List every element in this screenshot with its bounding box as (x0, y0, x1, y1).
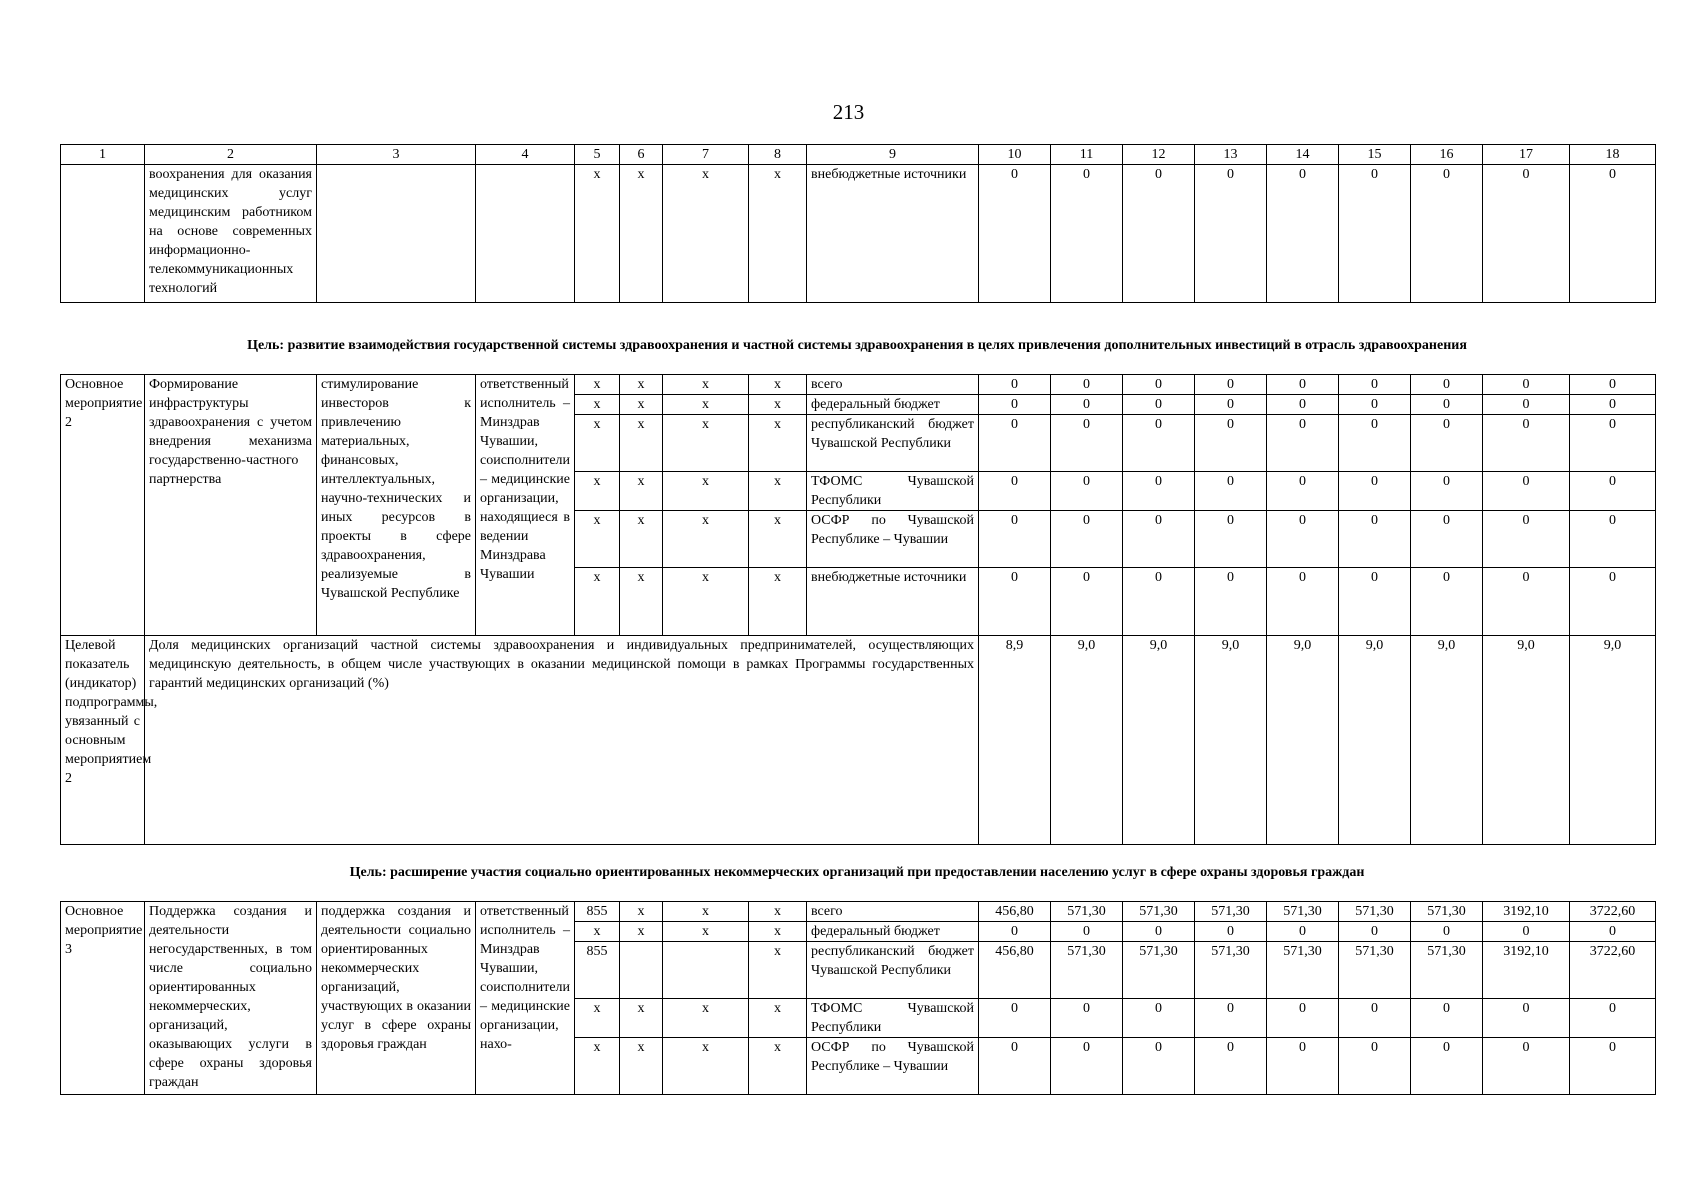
year-value-cell: 0 (1195, 922, 1267, 942)
budget-code-cell: х (620, 415, 663, 472)
budget-code-cell: х (749, 902, 807, 922)
year-value-cell: 0 (1483, 472, 1570, 511)
year-value-cell: 0 (1339, 395, 1411, 415)
funding-source-cell: внебюджетные источники (807, 568, 979, 636)
year-value-cell: 3722,60 (1570, 902, 1656, 922)
budget-code-cell (620, 942, 663, 999)
year-value-cell: 0 (1267, 472, 1339, 511)
year-value-cell: 571,30 (1123, 942, 1195, 999)
budget-code-cell: х (620, 165, 663, 303)
year-value-cell: 0 (1411, 375, 1483, 395)
year-value-cell: 9,0 (1411, 636, 1483, 845)
year-value-cell: 0 (1051, 395, 1123, 415)
year-value-cell: 0 (1411, 415, 1483, 472)
year-value-cell: 571,30 (1195, 902, 1267, 922)
page-number: 213 (832, 100, 865, 124)
year-value-cell: 0 (1267, 395, 1339, 415)
year-value-cell: 0 (1123, 1038, 1195, 1095)
column-number: 8 (749, 145, 807, 165)
event-goal-cell: поддержка создания и деятельности социально ориентированных некоммерческих организаций, участвующих в оказании услуг в сфере охраны здоровья граждан (317, 902, 476, 1095)
year-value-cell: 571,30 (1123, 902, 1195, 922)
year-value-cell: 0 (979, 375, 1051, 395)
event-label-cell: Основное мероприятие 3 (61, 902, 145, 1095)
budget-code-cell: х (575, 511, 620, 568)
year-value-cell: 571,30 (1339, 942, 1411, 999)
year-value-cell: 571,30 (1411, 942, 1483, 999)
budget-code-cell: х (575, 472, 620, 511)
budget-code-cell (663, 942, 749, 999)
budget-code-cell: х (749, 415, 807, 472)
year-value-cell: 0 (1051, 1038, 1123, 1095)
column-number: 4 (476, 145, 575, 165)
year-value-cell: 0 (1195, 1038, 1267, 1095)
budget-code-cell: х (620, 511, 663, 568)
event-name-cell: Поддержка создания и деятельности негосударственных, в том числе социально ориентированных некоммерческих, организаций, оказывающих услуги в сфере охраны здоровья граждан (145, 902, 317, 1095)
year-value-cell: 0 (979, 395, 1051, 415)
funding-source-cell: ТФОМС Чувашской Республики (807, 472, 979, 511)
year-value-cell: 0 (1123, 511, 1195, 568)
year-value-cell: 456,80 (979, 942, 1051, 999)
year-value-cell: 0 (1267, 165, 1339, 303)
year-value-cell: 0 (1195, 511, 1267, 568)
year-value-cell: 0 (1483, 999, 1570, 1038)
year-value-cell: 3722,60 (1570, 942, 1656, 999)
year-value-cell: 9,0 (1483, 636, 1570, 845)
year-value-cell: 0 (1123, 999, 1195, 1038)
budget-code-cell: х (575, 395, 620, 415)
executor-cell: ответственный исполнитель – Минздрав Чувашии, соисполнители – медицинские организации, нахо- (476, 902, 575, 1095)
year-value-cell: 0 (1195, 568, 1267, 636)
year-value-cell: 0 (1267, 415, 1339, 472)
event-name-cell: Формирование инфраструктуры здравоохранения с учетом внедрения механизма государственно-частного партнерства (145, 375, 317, 636)
year-value-cell: 0 (1123, 395, 1195, 415)
column-number: 2 (145, 145, 317, 165)
budget-code-cell: х (749, 511, 807, 568)
year-value-cell: 0 (1051, 922, 1123, 942)
column-number: 5 (575, 145, 620, 165)
budget-code-cell: х (620, 472, 663, 511)
funding-source-cell: ОСФР по Чувашской Республике – Чувашии (807, 1038, 979, 1095)
table-row (61, 375, 1656, 395)
year-value-cell: 0 (1267, 568, 1339, 636)
year-value-cell: 571,30 (1051, 942, 1123, 999)
budget-code-cell: х (663, 511, 749, 568)
year-value-cell: 0 (1123, 472, 1195, 511)
budget-code-cell: х (620, 922, 663, 942)
year-value-cell: 0 (1051, 511, 1123, 568)
table-row (61, 165, 1656, 303)
year-value-cell: 0 (1267, 922, 1339, 942)
year-value-cell: 0 (1570, 922, 1656, 942)
year-value-cell: 0 (1570, 568, 1656, 636)
budget-code-cell: х (749, 165, 807, 303)
event-goal-cell: стимулирование инвесторов к привлечению материальных, финансовых, интеллектуальных, научно-технических и иных ресурсов в проекты в сфере здравоохранения, реализуемые в Чувашской Республике (317, 375, 476, 636)
year-value-cell: 3192,10 (1483, 942, 1570, 999)
budget-code-cell: х (620, 1038, 663, 1095)
executor-cell: ответственный исполнитель – Минздрав Чувашии, соисполнители – медицинские организации, находящиеся в ведении Минздрава Чувашии (476, 375, 575, 636)
empty-cell (476, 165, 575, 303)
budget-code-cell: х (663, 375, 749, 395)
year-value-cell: 0 (1483, 568, 1570, 636)
budget-code-cell: х (749, 922, 807, 942)
budget-code-cell: х (620, 395, 663, 415)
funding-source-cell: внебюджетные источники (807, 165, 979, 303)
year-value-cell: 0 (979, 999, 1051, 1038)
year-value-cell: 0 (1339, 415, 1411, 472)
year-value-cell: 9,0 (1051, 636, 1123, 845)
year-value-cell: 9,0 (1267, 636, 1339, 845)
year-value-cell: 0 (979, 472, 1051, 511)
year-value-cell: 571,30 (1267, 902, 1339, 922)
year-value-cell: 0 (1411, 999, 1483, 1038)
year-value-cell: 0 (1570, 415, 1656, 472)
column-number: 3 (317, 145, 476, 165)
year-value-cell: 0 (1483, 375, 1570, 395)
year-value-cell: 0 (1339, 922, 1411, 942)
year-value-cell: 0 (979, 165, 1051, 303)
budget-code-cell: х (575, 568, 620, 636)
year-value-cell: 571,30 (1195, 942, 1267, 999)
funding-source-cell: республиканский бюджет Чувашской Республики (807, 942, 979, 999)
year-value-cell: 0 (1483, 922, 1570, 942)
budget-code-cell: х (575, 1038, 620, 1095)
budget-code-cell: х (663, 395, 749, 415)
year-value-cell: 0 (1123, 415, 1195, 472)
funding-source-cell: республиканский бюджет Чувашской Республики (807, 415, 979, 472)
column-number: 18 (1570, 145, 1656, 165)
year-value-cell: 0 (1570, 165, 1656, 303)
column-number: 6 (620, 145, 663, 165)
year-value-cell: 0 (979, 415, 1051, 472)
year-value-cell: 0 (1051, 568, 1123, 636)
year-value-cell: 0 (1195, 415, 1267, 472)
year-value-cell: 0 (1570, 375, 1656, 395)
indicator-row (61, 636, 1656, 845)
goal-heading-1: Цель: развитие взаимодействия государственной системы здравоохранения и частной системы здравоохранения в целях привлечения дополнительных инвестиций в отрасль здравоохранения (247, 338, 1467, 353)
funding-source-cell: федеральный бюджет (807, 922, 979, 942)
funding-source-cell: ТФОМС Чувашской Республики (807, 999, 979, 1038)
year-value-cell: 571,30 (1411, 902, 1483, 922)
budget-code-cell: х (663, 165, 749, 303)
budget-code-cell: 855 (575, 902, 620, 922)
year-value-cell: 0 (1570, 1038, 1656, 1095)
column-number: 17 (1483, 145, 1570, 165)
indicator-text-cell: Доля медицинских организаций частной системы здравоохранения и индивидуальных предпринимателей, осуществляющих медицинскую деятельность, в общем числе участвующих в оказании медицинской помощи в рамках Программы государственных гарантий медицинских организаций (%) (145, 636, 979, 845)
year-value-cell: 0 (979, 568, 1051, 636)
year-value-cell: 0 (1051, 999, 1123, 1038)
budget-code-cell: х (663, 999, 749, 1038)
funding-source-cell: федеральный бюджет (807, 395, 979, 415)
budget-code-cell: х (620, 375, 663, 395)
year-value-cell: 0 (1339, 472, 1411, 511)
column-number: 1 (61, 145, 145, 165)
budget-table-part-2 (60, 374, 1656, 845)
year-value-cell: 456,80 (979, 902, 1051, 922)
budget-code-cell: х (575, 922, 620, 942)
column-number-row (61, 145, 1656, 165)
year-value-cell: 0 (1123, 922, 1195, 942)
year-value-cell: 0 (1051, 472, 1123, 511)
budget-code-cell: х (749, 375, 807, 395)
year-value-cell: 571,30 (1051, 902, 1123, 922)
budget-code-cell: х (663, 902, 749, 922)
budget-code-cell: х (749, 999, 807, 1038)
year-value-cell: 571,30 (1339, 902, 1411, 922)
budget-code-cell: х (749, 942, 807, 999)
budget-table-part-3 (60, 901, 1656, 1095)
year-value-cell: 0 (1483, 1038, 1570, 1095)
year-value-cell: 0 (1411, 922, 1483, 942)
year-value-cell: 0 (1123, 375, 1195, 395)
year-value-cell: 0 (1411, 472, 1483, 511)
budget-code-cell: х (749, 472, 807, 511)
year-value-cell: 0 (1051, 415, 1123, 472)
year-value-cell: 0 (1267, 375, 1339, 395)
year-value-cell: 0 (1483, 415, 1570, 472)
column-number: 11 (1051, 145, 1123, 165)
year-value-cell: 0 (1267, 1038, 1339, 1095)
column-number: 13 (1195, 145, 1267, 165)
column-number: 16 (1411, 145, 1483, 165)
budget-code-cell: х (663, 1038, 749, 1095)
year-value-cell: 0 (1195, 375, 1267, 395)
year-value-cell: 0 (1483, 511, 1570, 568)
column-number: 7 (663, 145, 749, 165)
budget-code-cell: х (663, 568, 749, 636)
year-value-cell: 9,0 (1570, 636, 1656, 845)
year-value-cell: 0 (1267, 511, 1339, 568)
year-value-cell: 0 (1339, 568, 1411, 636)
year-value-cell: 0 (979, 511, 1051, 568)
budget-code-cell: х (749, 395, 807, 415)
funding-source-cell: всего (807, 375, 979, 395)
budget-table-part-1 (60, 144, 1656, 303)
year-value-cell: 0 (1123, 165, 1195, 303)
funding-source-cell: ОСФР по Чувашской Республике – Чувашии (807, 511, 979, 568)
column-number: 14 (1267, 145, 1339, 165)
budget-code-cell: х (575, 415, 620, 472)
year-value-cell: 0 (1570, 395, 1656, 415)
column-number: 9 (807, 145, 979, 165)
year-value-cell: 0 (1411, 568, 1483, 636)
empty-cell (61, 165, 145, 303)
budget-code-cell: х (663, 472, 749, 511)
year-value-cell: 0 (1411, 1038, 1483, 1095)
indicator-label-cell: Целевой показатель (индикатор) подпрограммы, увязанный с основным мероприятием 2 (61, 636, 145, 845)
year-value-cell: 9,0 (1195, 636, 1267, 845)
budget-code-cell: х (749, 568, 807, 636)
year-value-cell: 0 (1411, 511, 1483, 568)
goal-heading-2: Цель: расширение участия социально ориентированных некоммерческих организаций при предоставлении населению услуг в сфере охраны здоровья граждан (349, 865, 1365, 880)
funding-source-cell: всего (807, 902, 979, 922)
year-value-cell: 0 (1339, 165, 1411, 303)
budget-code-cell: х (575, 375, 620, 395)
year-value-cell: 0 (1483, 165, 1570, 303)
year-value-cell: 571,30 (1267, 942, 1339, 999)
year-value-cell: 0 (979, 1038, 1051, 1095)
budget-code-cell: 855 (575, 942, 620, 999)
empty-cell (317, 165, 476, 303)
year-value-cell: 8,9 (979, 636, 1051, 845)
budget-code-cell: х (620, 568, 663, 636)
budget-code-cell: х (663, 922, 749, 942)
year-value-cell: 0 (1339, 999, 1411, 1038)
budget-code-cell: х (620, 999, 663, 1038)
year-value-cell: 0 (1570, 472, 1656, 511)
column-number: 15 (1339, 145, 1411, 165)
year-value-cell: 0 (1570, 511, 1656, 568)
year-value-cell: 0 (979, 922, 1051, 942)
column-number: 12 (1123, 145, 1195, 165)
year-value-cell: 0 (1339, 1038, 1411, 1095)
budget-code-cell: х (575, 165, 620, 303)
year-value-cell: 0 (1051, 165, 1123, 303)
year-value-cell: 0 (1267, 999, 1339, 1038)
budget-code-cell: х (575, 999, 620, 1038)
year-value-cell: 9,0 (1339, 636, 1411, 845)
year-value-cell: 0 (1411, 395, 1483, 415)
year-value-cell: 0 (1411, 165, 1483, 303)
column-number: 10 (979, 145, 1051, 165)
year-value-cell: 0 (1123, 568, 1195, 636)
year-value-cell: 0 (1051, 375, 1123, 395)
budget-code-cell: х (749, 1038, 807, 1095)
year-value-cell: 0 (1570, 999, 1656, 1038)
year-value-cell: 0 (1195, 999, 1267, 1038)
year-value-cell: 0 (1483, 395, 1570, 415)
year-value-cell: 0 (1339, 511, 1411, 568)
year-value-cell: 9,0 (1123, 636, 1195, 845)
year-value-cell: 0 (1339, 375, 1411, 395)
year-value-cell: 0 (1195, 165, 1267, 303)
event-label-cell: Основное мероприятие 2 (61, 375, 145, 636)
year-value-cell: 0 (1195, 395, 1267, 415)
table-row (61, 902, 1656, 922)
year-value-cell: 0 (1195, 472, 1267, 511)
budget-code-cell: х (620, 902, 663, 922)
year-value-cell: 3192,10 (1483, 902, 1570, 922)
event-name-cell: воохранения для оказания медицинских услуг медицинским работником на основе современных информационно-телекоммуникационных технологий (145, 165, 317, 303)
budget-code-cell: х (663, 415, 749, 472)
